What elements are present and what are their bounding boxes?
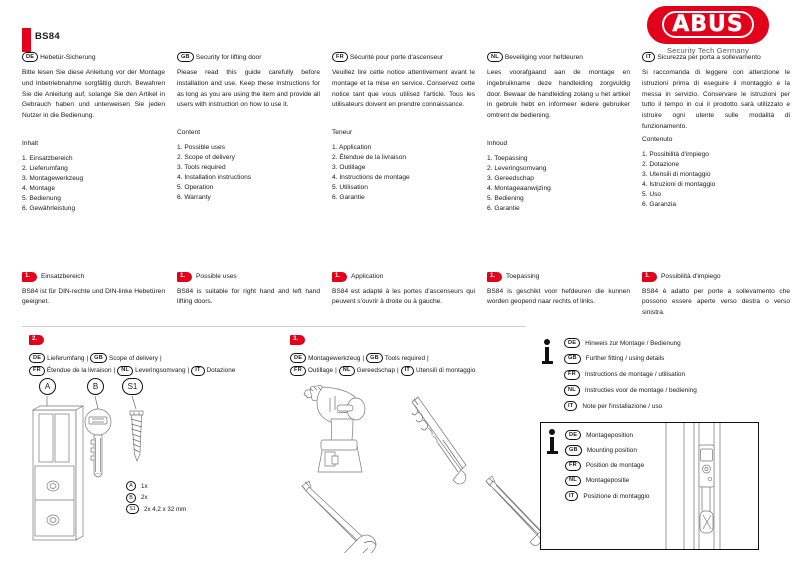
section1-heading-de <box>22 272 165 282</box>
section1-it <box>642 272 790 319</box>
info-hint-block <box>540 338 788 417</box>
section-2-label-gb: Scope of delivery <box>108 355 158 362</box>
info-row <box>564 338 788 348</box>
toc-item: 6. Garantie <box>332 194 365 202</box>
section-3-label-gb: Tools required <box>384 355 426 362</box>
mount-text-de: Montageposition <box>586 431 634 439</box>
separator: | <box>187 367 190 375</box>
legend-id-s1: S1 <box>126 504 139 514</box>
section1-title-gb: Possible uses <box>196 273 237 281</box>
section-number-badge: 1. <box>332 272 347 282</box>
toc-item: 5. Utilisation <box>332 184 368 192</box>
info-row <box>565 491 649 501</box>
lang-badge-de: DE <box>22 52 38 62</box>
section-2-line-2 <box>29 365 284 377</box>
section1-heading-it <box>642 272 790 282</box>
toc-item: 2. Scope of delivery <box>177 153 235 161</box>
info-text-fr: Instructions de montage / utilisation <box>584 371 686 379</box>
info-icon-dot <box>544 339 550 345</box>
lang-badge-nl: NL <box>564 385 580 395</box>
section1-title-it: Possibilità d'impiego <box>661 273 721 281</box>
section1-body-nl: BS84 is geschikt voor hefdeuren die kunnen worden geopend naar rechts of links. <box>487 287 630 306</box>
info-text-it: Note per l'installazione / uso <box>582 402 663 410</box>
section-number-badge: 1. <box>177 272 192 282</box>
section-2-label-fr: Étendue de la livraison <box>46 367 112 375</box>
callout-s1: S1 <box>122 378 143 395</box>
section-3-label-de: Montagewerkzeug <box>308 355 361 362</box>
toc-item: 1. Possible uses <box>177 143 226 151</box>
toc-item: 5. Operation <box>177 184 214 192</box>
column-title-it: Sicurezza per porta a sollevamento <box>657 53 761 61</box>
info-row <box>565 445 649 455</box>
info-row <box>564 370 788 380</box>
toc-title-gb: Content <box>177 128 201 136</box>
section1-heading-gb <box>177 272 320 282</box>
legend-row-b <box>126 492 186 503</box>
toc-title-it: Contenuto <box>642 136 673 144</box>
section1-heading-nl <box>487 272 630 282</box>
toc-item: 6. Warranty <box>177 194 211 202</box>
legend-row-s1 <box>126 504 186 515</box>
section1-title-de: Einsatzbereich <box>41 273 85 281</box>
info-icon-dot <box>549 429 555 435</box>
toc-title-de: Inhalt <box>22 139 39 147</box>
toc-item: 3. Utensili di montaggio <box>642 171 711 179</box>
section1-fr <box>332 272 475 308</box>
section-3-label-it: Utensili di montaggio <box>416 367 476 375</box>
info-icon-stem <box>545 347 549 361</box>
info-row <box>564 401 788 411</box>
separator: | <box>86 355 89 362</box>
pencil-icon <box>486 476 540 546</box>
abus-logo <box>624 6 792 55</box>
lang-badge-fr: FR <box>565 461 581 471</box>
lang-badge-de: DE <box>565 430 581 440</box>
section1-heading-fr <box>332 272 475 282</box>
section-3-label-fr: Outillage <box>307 367 334 375</box>
callout-a: A <box>39 378 56 395</box>
section-number-badge-2: 2. <box>29 335 44 345</box>
logo-pill <box>647 6 769 44</box>
column-body-it: Si raccomanda di leggere con attenzione le istruzioni prima di eseguire il montaggio e la messa in servizio. Conservare le istruzioni per tutto il tempo in cui il prodotto sarà utilizzato e istruire ogni utente sulle modalità di funzionamento. <box>642 69 790 130</box>
lang-badge-fr: FR <box>564 370 580 380</box>
legend-qty-b: 2x <box>141 494 148 502</box>
separator: | <box>159 355 162 362</box>
red-accent-bar <box>22 28 31 52</box>
lang-badge-nl: NL <box>117 366 133 376</box>
toc-item: 4. Montageaanwijzing <box>487 184 551 192</box>
info-icon <box>540 339 554 364</box>
mount-text-nl: Montagepositie <box>585 477 630 485</box>
column-title-fr: Sécurité pour porte d'ascenseur <box>349 53 444 61</box>
lang-badge-it: IT <box>642 52 655 62</box>
info-icon-base <box>542 361 553 364</box>
info-icon <box>545 429 559 454</box>
toc-item: 2. Étendue de la livraison <box>332 153 407 161</box>
legend-row-a <box>126 481 186 492</box>
toc-item: 4. Installation instructions <box>177 174 252 182</box>
lang-badge-gb: GB <box>90 353 107 363</box>
tools-illustration <box>290 378 540 553</box>
section1-body-gb: BS84 is suitable for right hand and left hand lifting doors. <box>177 287 320 306</box>
toc-item: 3. Outillage <box>332 164 366 171</box>
lang-badge-nl: NL <box>565 476 581 486</box>
toc-item: 1. Application <box>332 143 372 151</box>
legend-id-b: B <box>126 493 136 503</box>
toc-item: 2. Leveringsomvang <box>487 164 547 172</box>
intro-column-de <box>22 52 165 214</box>
section1-body-it: BS84 è adatto per porte a sollevamento che possono essere aperte verso destra o verso sinistra. <box>642 287 790 317</box>
toc-list-it <box>642 150 790 210</box>
toc-list-gb <box>177 143 320 203</box>
column-body-de: Bitte lesen Sie diese Anleitung vor der Montage und Inbetriebnahme sorgfältig durch. Bewahren Sie die Anleitung auf, solange Sie den Artikel in Gebrauch haben und unterweisen Sie jeden Nutzer in die Bedienung. <box>22 69 165 119</box>
column-heading-nl <box>487 52 630 62</box>
lang-badge-gb: GB <box>565 445 582 455</box>
toc-item: 4. Instructions de montage <box>332 174 410 182</box>
separator: | <box>113 367 116 375</box>
intro-column-fr <box>332 52 475 203</box>
parts-diagram <box>30 378 190 553</box>
lang-badge-fr: FR <box>332 52 348 62</box>
lang-badge-de: DE <box>290 353 306 363</box>
lang-badge-it: IT <box>191 366 204 376</box>
lang-badge-it: IT <box>401 366 414 376</box>
info-row <box>565 461 649 471</box>
brand-tagline: Security Tech Germany <box>666 46 749 56</box>
toc-item: 3. Gereedschap <box>487 174 534 182</box>
separator: | <box>362 355 365 362</box>
mount-text-fr: Position de montage <box>585 462 645 470</box>
toc-item: 5. Uso <box>642 191 662 199</box>
column-title-nl: Beveiliging voor hefdeuren <box>504 53 583 61</box>
lang-badge-de: DE <box>29 353 45 363</box>
legend-qty-a: 1x <box>141 483 148 490</box>
info-row <box>565 430 649 440</box>
info-hint-list <box>564 338 788 411</box>
lang-badge-de: DE <box>564 338 580 348</box>
lang-badge-nl: NL <box>487 52 503 62</box>
lang-badge-fr: FR <box>290 366 306 376</box>
section1-nl <box>487 272 630 308</box>
info-text-de: Hinweis zur Montage / Bedienung <box>585 339 681 347</box>
section-3-line-1 <box>290 353 540 365</box>
toc-item: 3. Montagewerkzeug <box>22 174 84 182</box>
page-title: BS84 <box>35 31 60 42</box>
section1-title-nl: Toepassing <box>506 273 540 281</box>
legend-qty-s1: 2x 4,2 x 32 mm <box>144 505 187 513</box>
section-3-header <box>290 331 540 378</box>
drill-bit-icon <box>412 397 466 484</box>
column-heading-gb <box>177 52 320 62</box>
section-2-label-nl: Leveringsomvang <box>135 367 186 375</box>
section-2-label-de: Lieferumfang <box>47 355 85 362</box>
separator: | <box>397 367 399 375</box>
callout-b: B <box>87 378 104 395</box>
separator: | <box>335 367 337 375</box>
info-row <box>564 354 788 364</box>
lang-badge-it: IT <box>564 401 577 411</box>
info-text-gb: Further fitting / using details <box>585 355 665 363</box>
lang-badge-it: IT <box>565 491 578 501</box>
toc-item: 4. Istruzioni di montaggio <box>642 181 716 189</box>
cordless-drill-icon <box>304 385 365 472</box>
toc-item: 6. Gewährleistung <box>22 204 76 212</box>
toc-title-nl: Inhoud <box>487 139 508 147</box>
mounting-position-list <box>565 430 649 506</box>
toc-item: 6. Garanzia <box>642 201 677 209</box>
section-3-label-nl: Gereedschap <box>356 367 395 375</box>
parts-legend <box>126 481 186 515</box>
section-3-line-2 <box>290 365 540 377</box>
column-heading-it <box>642 52 790 62</box>
toc-item: 6. Garantie <box>487 204 520 212</box>
lang-badge-gb: GB <box>177 52 194 62</box>
section1-de <box>22 272 165 308</box>
column-title-de: Hebetür-Sicherung <box>40 53 96 61</box>
intro-column-it <box>642 52 790 210</box>
column-body-nl: Lees voorafgaand aan de montage en ingebruikname deze handleiding zorgvuldig door. Bewaar de handleiding zolang u het artikel in gebruik hebt en informeer iedere gebruiker omtrent de bediening. <box>487 69 630 119</box>
toc-item: 1. Possibilità d'impiego <box>642 151 709 159</box>
section-3-langs <box>290 353 540 378</box>
lang-badge-fr: FR <box>29 366 45 376</box>
section1-body-de: BS84 ist für DIN-rechte und DIN-linke Hebetüren geeignet. <box>22 287 165 306</box>
column-body-fr: Veuillez lire cette notice attentivement avant le montage et la mise en service. Conservez cette notice tant que vous utilisez l'article. Tous les utilisateurs doivent en prendre connaissance. <box>332 69 475 109</box>
lang-badge-gb: GB <box>564 354 581 364</box>
section-2-langs <box>29 353 284 378</box>
toc-item: 2. Dotazione <box>642 161 680 169</box>
toc-item: 5. Bedienung <box>22 194 61 202</box>
mount-text-gb: Mounting position <box>586 446 637 454</box>
section1-body-fr: BS84 est adapté à les portes d'ascenseurs qui peuvent s'ouvrir à droite ou à gauche. <box>332 287 475 306</box>
info-icon-stem <box>550 437 554 451</box>
toc-item: 1. Toepassing <box>487 154 528 162</box>
toc-item: 5. Bediening <box>487 194 524 202</box>
section1-gb <box>177 272 320 308</box>
info-row <box>565 476 649 486</box>
intro-column-nl <box>487 52 630 214</box>
section-2-label-it: Dotazione <box>206 367 236 375</box>
tools-diagram <box>290 378 540 553</box>
section-number-badge-3: 3. <box>290 335 305 345</box>
toc-item: 4. Montage <box>22 184 55 192</box>
section-number-badge: 1. <box>487 272 502 282</box>
section-2-line-1 <box>29 353 284 365</box>
column-heading-de <box>22 52 165 62</box>
toc-list-de <box>22 154 165 214</box>
column-title-gb: Security for lifting door <box>195 53 262 61</box>
section-2-header <box>29 331 284 378</box>
toc-list-fr <box>332 143 475 203</box>
info-text-nl: Instructies voor de montage / bediening <box>584 386 697 394</box>
mount-text-it: Posizione di montaggio <box>583 492 650 500</box>
info-row <box>564 385 788 395</box>
toc-item: 1. Einsatzbereich <box>22 154 73 162</box>
mounting-position-illustration <box>658 423 758 549</box>
logo-inner-ring <box>662 11 754 38</box>
toc-title-fr: Teneur <box>332 128 353 136</box>
mounting-position-panel <box>540 422 759 550</box>
lang-badge-gb: GB <box>366 353 383 363</box>
column-body-gb: Please read this guide carefully before installation and use. Keep these instructions for as long as you are using the item and provide all users with instruction on how to use it. <box>177 69 320 109</box>
toc-item: 2. Lieferumfang <box>22 164 68 172</box>
legend-id-a: A <box>126 481 136 491</box>
separator: | <box>427 355 429 362</box>
section-number-badge: 1. <box>642 272 657 282</box>
intro-column-gb <box>177 52 320 203</box>
column-heading-fr <box>332 52 475 62</box>
parts-illustration <box>30 378 190 553</box>
toc-item: 3. Tools required <box>177 164 226 171</box>
lang-badge-nl: NL <box>339 366 355 376</box>
logo-wordmark: ABUS <box>672 12 744 37</box>
section-number-badge: 1. <box>22 272 37 282</box>
section1-title-fr: Application <box>351 273 384 281</box>
section-divider <box>22 326 526 327</box>
info-icon-base <box>547 451 558 454</box>
toc-list-nl <box>487 154 630 214</box>
